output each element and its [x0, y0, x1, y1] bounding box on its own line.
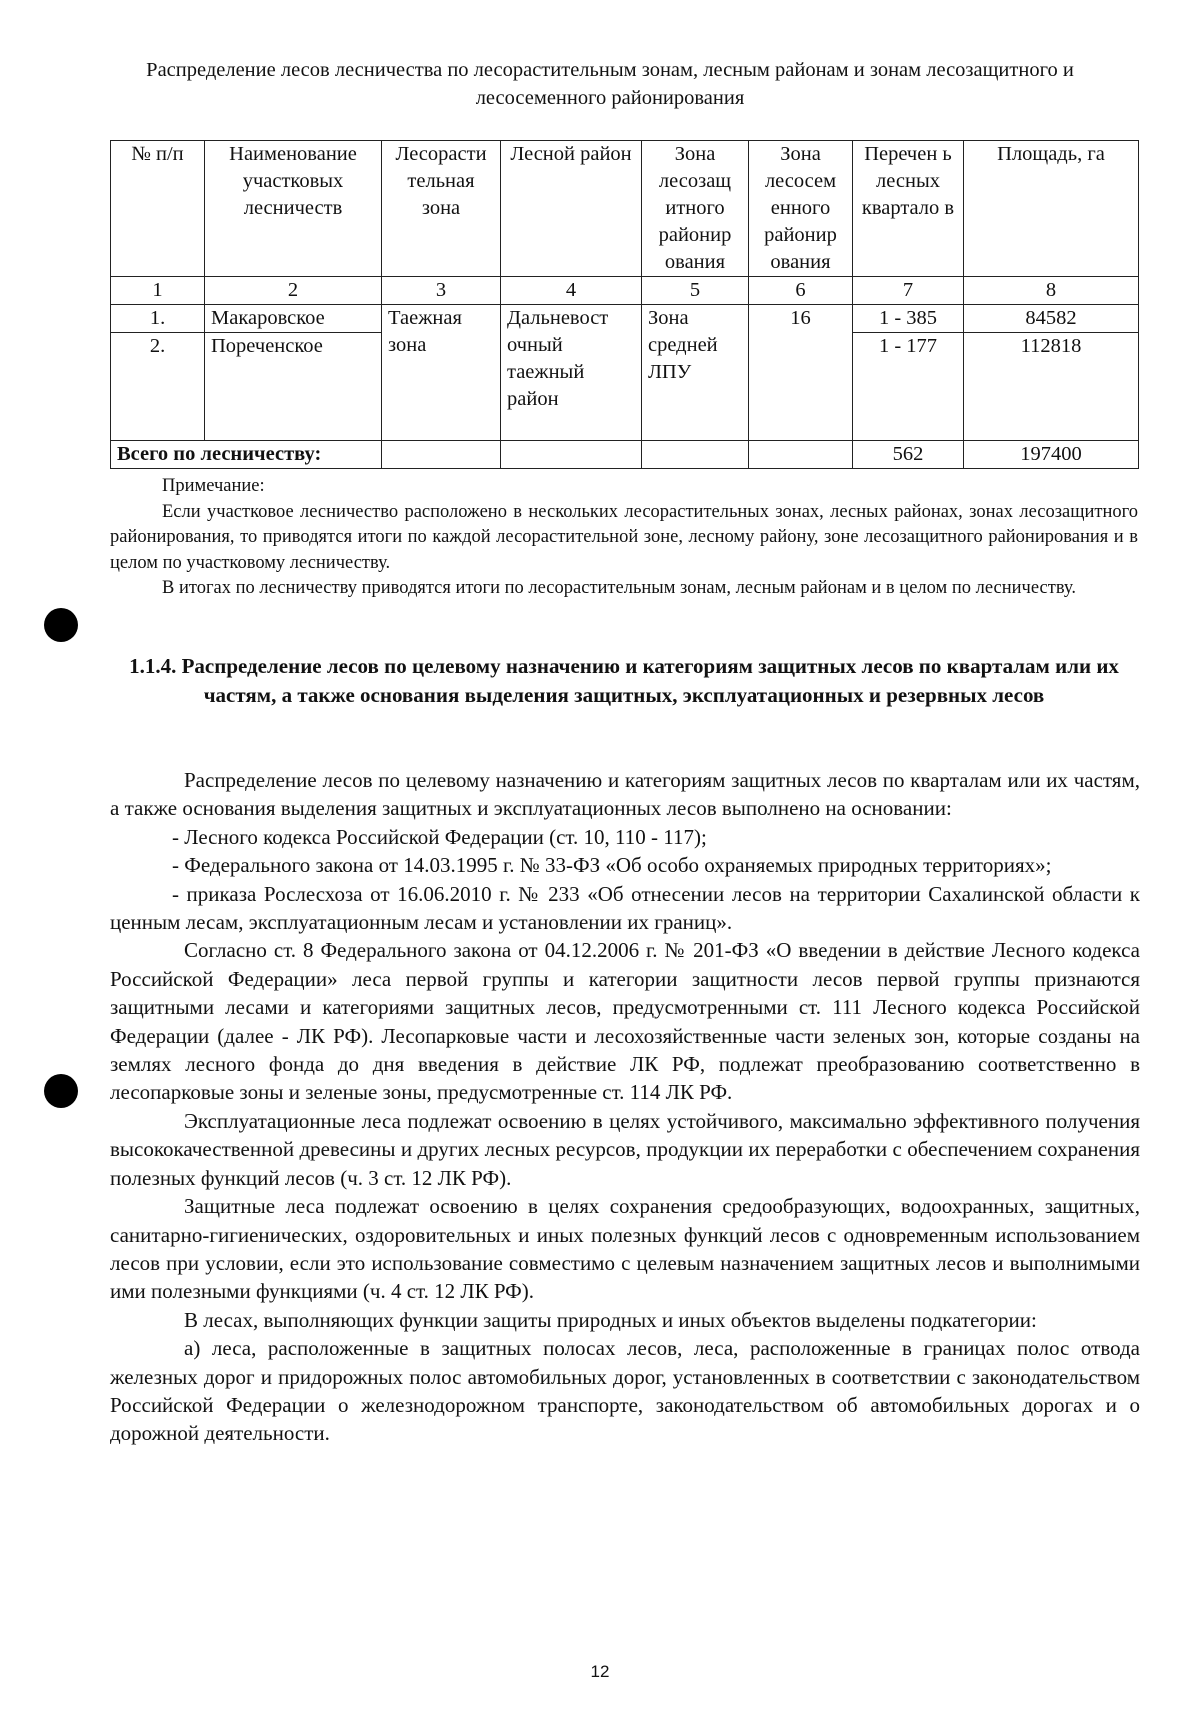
shared-zone-cell: Таежная зона [382, 305, 501, 441]
total-empty-cell [501, 441, 642, 469]
body-paragraph: - приказа Рослесхоза от 16.06.2010 г. № 233 «Об отнесении лесов на территории Сахалинской области к ценным лесам, эксплуатационным лесам и установлении их границ». [110, 881, 1140, 935]
body-paragraph: а) леса, расположенные в защитных полосах лесов, леса, расположенные в границах полос отвода железных дорог и придорожных полос автомобильных дорог, установленных в соответствии с законодательством Российской Федерации о железнодорожном транспорте, законодательством об автомобильных дорогах и о дорожной деятельности. [110, 1336, 1140, 1446]
header-cell-protection-zone: Зона лесозащ итного районир ования [642, 141, 749, 277]
row-num: 2. [111, 333, 205, 441]
col-number: 6 [749, 277, 853, 305]
col-number: 2 [205, 277, 382, 305]
total-empty-cell [749, 441, 853, 469]
row-quarters: 1 - 177 [853, 333, 964, 441]
row-area: 112818 [964, 333, 1139, 441]
table-col-number-row [111, 277, 1139, 305]
header-cell-name: Наименование участковых лесничеств [205, 141, 382, 277]
shared-district-cell: Дальневост очный таежный район [501, 305, 642, 441]
col-number: 3 [382, 277, 501, 305]
row-name: Пореченское [205, 333, 382, 441]
body-text [110, 766, 1140, 1448]
page-number: 12 [590, 1662, 610, 1681]
table-title: Распределение лесов лесничества по лесорастительным зонам, лесным районам и зонам лесозащитного и лесосеменного районирования [146, 59, 1074, 109]
header-cell-seed-zone: Зона лесосем енного районир ования [749, 141, 853, 277]
header-cell-quarters: Перечен ь лесных квартало в [853, 141, 964, 277]
shared-seed-zone-cell: 16 [749, 305, 853, 441]
total-empty-cell [642, 441, 749, 469]
total-area: 197400 [964, 441, 1139, 469]
header-cell-district: Лесной район [501, 141, 642, 277]
note-label: Примечание: [162, 476, 265, 496]
table-header-row [111, 141, 1139, 277]
total-empty-cell [382, 441, 501, 469]
body-paragraph: - Лесного кодекса Российской Федерации (ст. 10, 110 - 117); [172, 824, 707, 849]
table-note [110, 474, 1138, 602]
note-paragraph: В итогах по лесничеству приводятся итоги по лесорастительным зонам, лесным районам и в целом по лесничеству. [162, 578, 1076, 598]
note-paragraph: Если участковое лесничество расположено в нескольких лесорастительных зонах, лесных районах, зонах лесозащитного районирования, то приводятся итоги по каждой лесорастительной зоне, лесному району, зоне лесозащитного районирования и в целом по участковому лесничеству. [110, 501, 1138, 573]
col-number: 4 [501, 277, 642, 305]
body-paragraph: Эксплуатационные леса подлежат освоению в целях устойчивого, максимально эффективного получения высококачественной древесины и других лесных ресурсов, продукции их переработки с обеспечением сохранения полезных функций лесов (ч. 3 ст. 12 ЛК РФ). [110, 1108, 1140, 1190]
body-paragraph: Распределение лесов по целевому назначению и категориям защитных лесов по кварталам или их частям, а также основания выделения защитных и эксплуатационных лесов выполнено на основании: [110, 768, 1140, 821]
header-cell-num: № п/п [111, 141, 205, 277]
row-area: 84582 [964, 305, 1139, 333]
row-name: Макаровское [205, 305, 382, 333]
header-cell-zone: Лесорасти тельная зона [382, 141, 501, 277]
total-label: Всего по лесничеству: [111, 441, 382, 469]
table-row [111, 305, 1139, 333]
total-quarters: 562 [853, 441, 964, 469]
shared-protection-zone-cell: Зона средней ЛПУ [642, 305, 749, 441]
punch-hole-mark [44, 608, 78, 642]
body-paragraph: - Федерального закона от 14.03.1995 г. № 33-ФЗ «Об особо охраняемых природных территориях»; [172, 853, 1052, 878]
table-total-row [111, 441, 1139, 469]
section-title: 1.1.4. Распределение лесов по целевому назначению и категориям защитных лесов по кварталам или их частям, а также основания выделения защитных, эксплуатационных и резервных лесов [129, 654, 1119, 707]
header-cell-area: Площадь, га [964, 141, 1139, 277]
body-paragraph: В лесах, выполняющих функции защиты природных и иных объектов выделены подкатегории: [184, 1307, 1037, 1332]
row-quarters: 1 - 385 [853, 305, 964, 333]
punch-hole-mark [44, 1074, 78, 1108]
col-number: 8 [964, 277, 1139, 305]
col-number: 7 [853, 277, 964, 305]
col-number: 1 [111, 277, 205, 305]
row-num: 1. [111, 305, 205, 333]
col-number: 5 [642, 277, 749, 305]
body-paragraph: Защитные леса подлежат освоению в целях сохранения средообразующих, водоохранных, защитных, санитарно-гигиенических, оздоровительных и иных полезных функций лесов с одновременным использованием лесов при условии, если это использование совместимо с целевым назначением защитных лесов и выполнимыми ими полезными функциями (ч. 4 ст. 12 ЛК РФ). [110, 1194, 1140, 1304]
body-paragraph: Согласно ст. 8 Федерального закона от 04.12.2006 г. № 201-ФЗ «О введении в действие Лесного кодекса Российской Федерации» леса первой группы и категории защитности лесов первой группы признаются защитными лесами и категориями защитных лесов, предусмотренными ст. 111 Лесного кодекса Российской Федерации (далее - ЛК РФ). Лесопарковые части и лесохозяйственные части зеленых зон, которые созданы на землях лесного фонда до дня введения в действие ЛК РФ, подлежат преобразованию соответственно в лесопарковые зоны и зеленые зоны, предусмотренные ст. 114 ЛК РФ. [110, 938, 1140, 1105]
forest-distribution-table [110, 140, 1139, 469]
